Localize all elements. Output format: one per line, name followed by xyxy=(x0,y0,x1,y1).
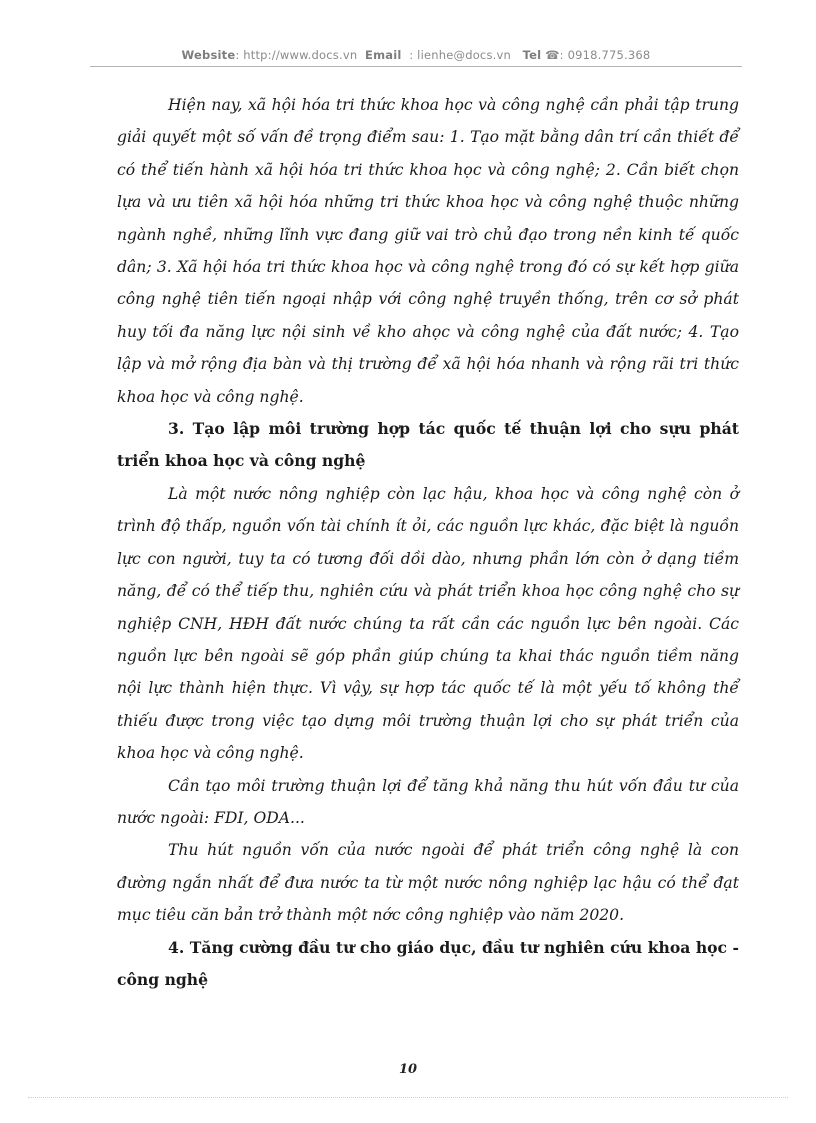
paragraph-agricultural-country: Là một nước nông nghiệp còn lạc hậu, khoa học và công nghệ còn ở trình độ thấp, nguồn vốn tài chính ít ỏi, các nguồn lực khác, đặc biệt là nguồn lực con người, tuy ta có tương đối dồi dào, nhưng phần lớn còn ở dạng tiềm năng, để có thể tiếp thu, nghiên cứu và phát triển khoa học công nghệ cho sự nghiệp CNH, HĐH đất nước chúng ta rất cần các nguồn lực bên ngoài. Các nguồn lực bên ngoài sẽ góp phần giúp chúng ta khai thác nguồn tiềm năng nội lực thành hiện thực. Vì vậy, sự hợp tác quốc tế là một yếu tố không thể thiếu được trong việc tạo dựng môi trường thuận lợi cho sự phát triển của khoa học và công nghệ. xyxy=(117,484,739,763)
section-heading-4: 4. Tăng cường đầu tư cho giáo dục, đầu tư nghiên cứu khoa học - công nghệ xyxy=(117,937,739,989)
email-label: Email xyxy=(365,48,402,62)
tel-label: Tel xyxy=(522,48,542,62)
tel-value: : 0918.775.368 xyxy=(559,48,651,62)
page-number: 10 xyxy=(398,1062,418,1077)
paragraph-socialization: Hiện nay, xã hội hóa tri thức khoa học và công nghệ cần phải tập trung giải quyết một số vấn đề trọng điểm sau: 1. Tạo mặt bằng dân trí cần thiết để có thể tiến hành xã hội hóa tri thức khoa học và công nghệ; 2. Cần biết chọn lựa và ưu tiên xã hội hóa những tri thức khoa học và công nghệ thuộc những ngành nghề, những lĩnh vực đang giữ vai trò chủ đạo trong nền kinh tế quốc dân; 3. Xã hội hóa tri thức khoa học và công nghệ trong đó có sự kết hợp giữa công nghệ tiên tiến ngoại nhập với công nghệ truyền thống, trên cơ sở phát huy tối đa năng lực nội sinh về kho ahọc và công nghệ của đất nước; 4. Tạo lập và mở rộng địa bàn và thị trường để xã hội hóa nhanh và rộng rãi tri thức khoa học và công nghệ. xyxy=(117,96,739,406)
document-body xyxy=(117,89,739,996)
footer-divider xyxy=(28,1097,788,1098)
website-label: Website xyxy=(181,48,236,62)
website-value: : http://www.docs.vn xyxy=(235,48,358,62)
page-header xyxy=(90,48,742,62)
paragraph-investment-environment: Cần tạo môi trường thuận lợi để tăng khả năng thu hút vốn đầu tư của nước ngoài: FDI, ODA... xyxy=(117,776,739,827)
header-divider xyxy=(90,66,742,67)
telephone-icon: ☎ xyxy=(545,48,560,62)
email-value: : lienhe@docs.vn xyxy=(409,48,511,62)
section-heading-3: 3. Tạo lập môi trường hợp tác quốc tế thuận lợi cho sựu phát triển khoa học và công nghệ xyxy=(117,419,739,471)
paragraph-foreign-capital: Thu hút nguồn vốn của nước ngoài để phát triển công nghệ là con đường ngắn nhất để đưa nước ta từ một nước nông nghiệp lạc hậu có thể đạt mục tiêu căn bản trở thành một nớc công nghiệp vào năm 2020. xyxy=(117,841,739,925)
